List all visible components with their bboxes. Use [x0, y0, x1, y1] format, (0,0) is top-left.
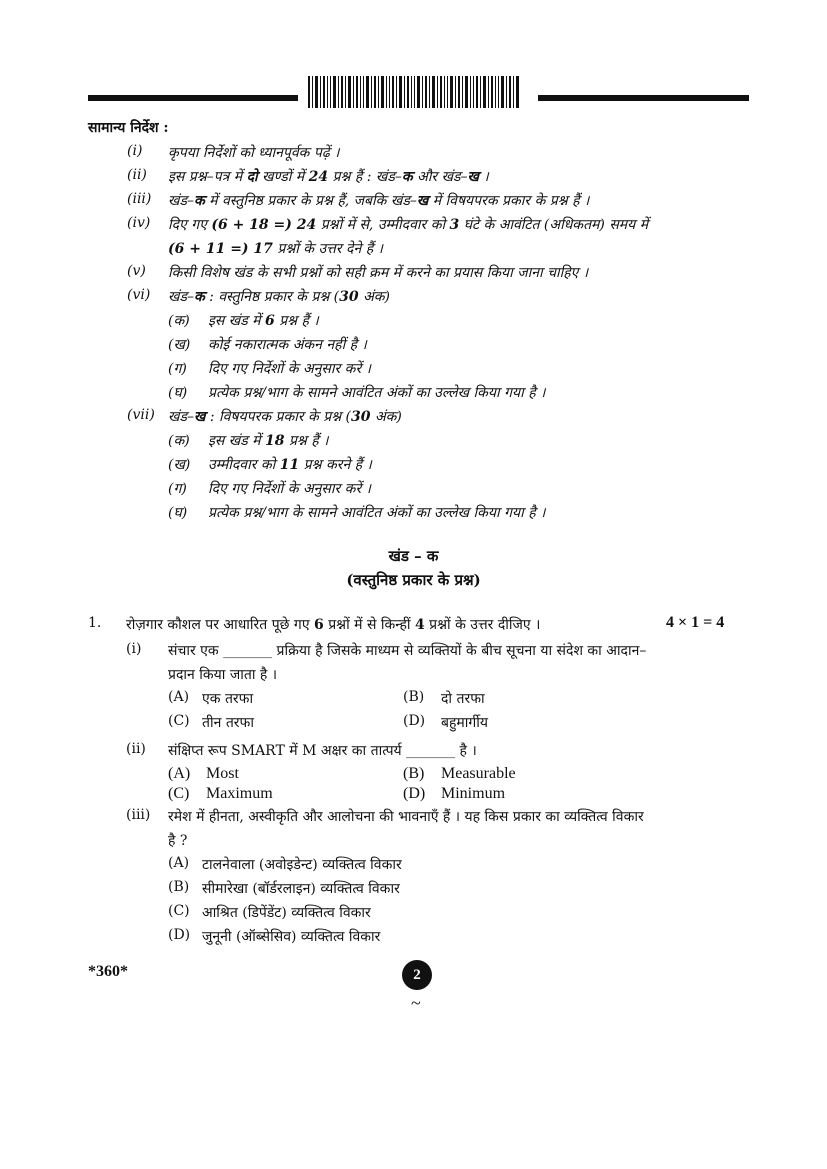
option: (D) जुनूनी (ऑब्सेसिव) व्यक्तित्व विकार — [168, 927, 381, 945]
question-marks: 4 × 1 = 4 — [666, 614, 725, 631]
instruction-number: (vii) — [127, 407, 155, 423]
general-instructions-title: सामान्य निर्देश : — [88, 120, 169, 136]
sub-instruction-text: कोई नकारात्मक अंकन नहीं है । — [208, 337, 367, 353]
sub-instruction-text: दिए गए निर्देशों के अनुसार करें । — [208, 361, 371, 377]
question-number: 1. — [88, 615, 102, 631]
sub-instruction-number: (क) — [168, 313, 190, 329]
instruction-text: खंड–क में वस्तुनिष्ठ प्रकार के प्रश्न हैं, जबकि खंड–ख में विषयपरक प्रकार के प्रश्न हैं । — [168, 193, 590, 209]
option: (B) Measurable — [403, 765, 516, 782]
sub-instruction-text: इस खंड में 6 प्रश्न हैं । — [208, 313, 319, 329]
sub-instruction-number: (क) — [168, 433, 190, 449]
part-text-line1: संचार एक _______ प्रक्रिया है जिसके माध्यम से व्यक्तियों के बीच सूचना या संदेश का आदान– — [168, 643, 647, 659]
sub-instruction-number: (ग) — [168, 361, 187, 377]
option: (A) टालनेवाला (अवोइडेन्ट) व्यक्तित्व विकार — [168, 855, 402, 873]
instruction-number: (ii) — [127, 167, 147, 183]
section-title: खंड – क — [388, 547, 439, 565]
sub-instruction-number: (घ) — [168, 385, 188, 401]
sub-instruction-number: (ख) — [168, 457, 191, 473]
part-number: (iii) — [126, 807, 151, 823]
instruction-text-line1: दिए गए (6 + 18 =) 24 प्रश्नों में से, उम्मीदवार को 3 घंटे के आवंटित (अधिकतम) समय में — [168, 217, 649, 233]
sub-instruction-text: दिए गए निर्देशों के अनुसार करें । — [208, 481, 371, 497]
part-text-line2: है ? — [168, 833, 188, 849]
header-rule-left — [88, 95, 298, 101]
option: (D) बहुमार्गीय — [403, 713, 489, 731]
sub-instruction-text: प्रत्येक प्रश्न/भाग के सामने आवंटित अंकों का उल्लेख किया गया है । — [208, 505, 546, 521]
page-number: 2 — [413, 966, 421, 983]
part-text-line2: प्रदान किया जाता है । — [168, 667, 278, 683]
instruction-number: (vi) — [127, 287, 151, 303]
instruction-number: (iii) — [127, 191, 152, 207]
footer-tilde: ~ — [411, 993, 421, 1013]
sub-instruction-number: (ग) — [168, 481, 187, 497]
instruction-number: (iv) — [127, 215, 151, 231]
barcode — [308, 76, 520, 108]
part-number: (ii) — [126, 741, 146, 757]
sub-instruction-text: उम्मीदवार को 11 प्रश्न करने हैं । — [208, 457, 372, 473]
sub-instruction-number: (ख) — [168, 337, 191, 353]
paper-code: *360* — [88, 963, 128, 980]
part-text: संक्षिप्त रूप SMART में M अक्षर का तात्पर्य _______ है । — [168, 743, 477, 759]
option: (C) तीन तरफा — [168, 713, 254, 731]
option: (C) Maximum — [168, 785, 273, 802]
instruction-text: किसी विशेष खंड के सभी प्रश्नों को सही क्रम में करने का प्रयास किया जाना चाहिए । — [168, 265, 589, 281]
sub-instruction-text: इस खंड में 18 प्रश्न हैं । — [208, 433, 329, 449]
page-number-badge — [402, 960, 432, 990]
option: (C) आश्रित (डिपेंडेंट) व्यक्तित्व विकार — [168, 903, 371, 921]
part-number: (i) — [126, 641, 142, 657]
instruction-text: इस प्रश्न–पत्र में दो खण्डों में 24 प्रश्न हैं : खंड–क और खंड–ख । — [168, 169, 489, 185]
instruction-number: (i) — [127, 143, 143, 159]
instruction-text-line2: (6 + 11 =) 17 प्रश्नों के उत्तर देने हैं । — [168, 241, 383, 257]
instruction-text: खंड–ख : विषयपरक प्रकार के प्रश्न (30 अंक) — [168, 409, 402, 425]
instruction-text: खंड–क : वस्तुनिष्ठ प्रकार के प्रश्न (30 अंक) — [168, 289, 390, 305]
instruction-number: (v) — [127, 263, 146, 279]
header-rule-right — [538, 95, 749, 101]
option: (A) एक तरफा — [168, 689, 254, 707]
option: (B) सीमारेखा (बॉर्डरलाइन) व्यक्तित्व विकार — [168, 879, 400, 897]
sub-instruction-text: प्रत्येक प्रश्न/भाग के सामने आवंटित अंकों का उल्लेख किया गया है । — [208, 385, 546, 401]
section-subtitle: (वस्तुनिष्ठ प्रकार के प्रश्न) — [346, 571, 481, 589]
option: (B) दो तरफा — [403, 689, 485, 707]
option: (D) Minimum — [403, 785, 506, 802]
sub-instruction-number: (घ) — [168, 505, 188, 521]
option: (A) Most — [168, 765, 239, 782]
question-text: रोज़गार कौशल पर आधारित पूछे गए 6 प्रश्नों में से किन्हीं 4 प्रश्नों के उत्तर दीजिए । — [126, 617, 541, 633]
instruction-text: कृपया निर्देशों को ध्यानपूर्वक पढ़ें । — [168, 145, 340, 161]
part-text-line1: रमेश में हीनता, अस्वीकृति और आलोचना की भावनाएँ हैं । यह किस प्रकार का व्यक्तित्व विकार — [168, 809, 644, 825]
